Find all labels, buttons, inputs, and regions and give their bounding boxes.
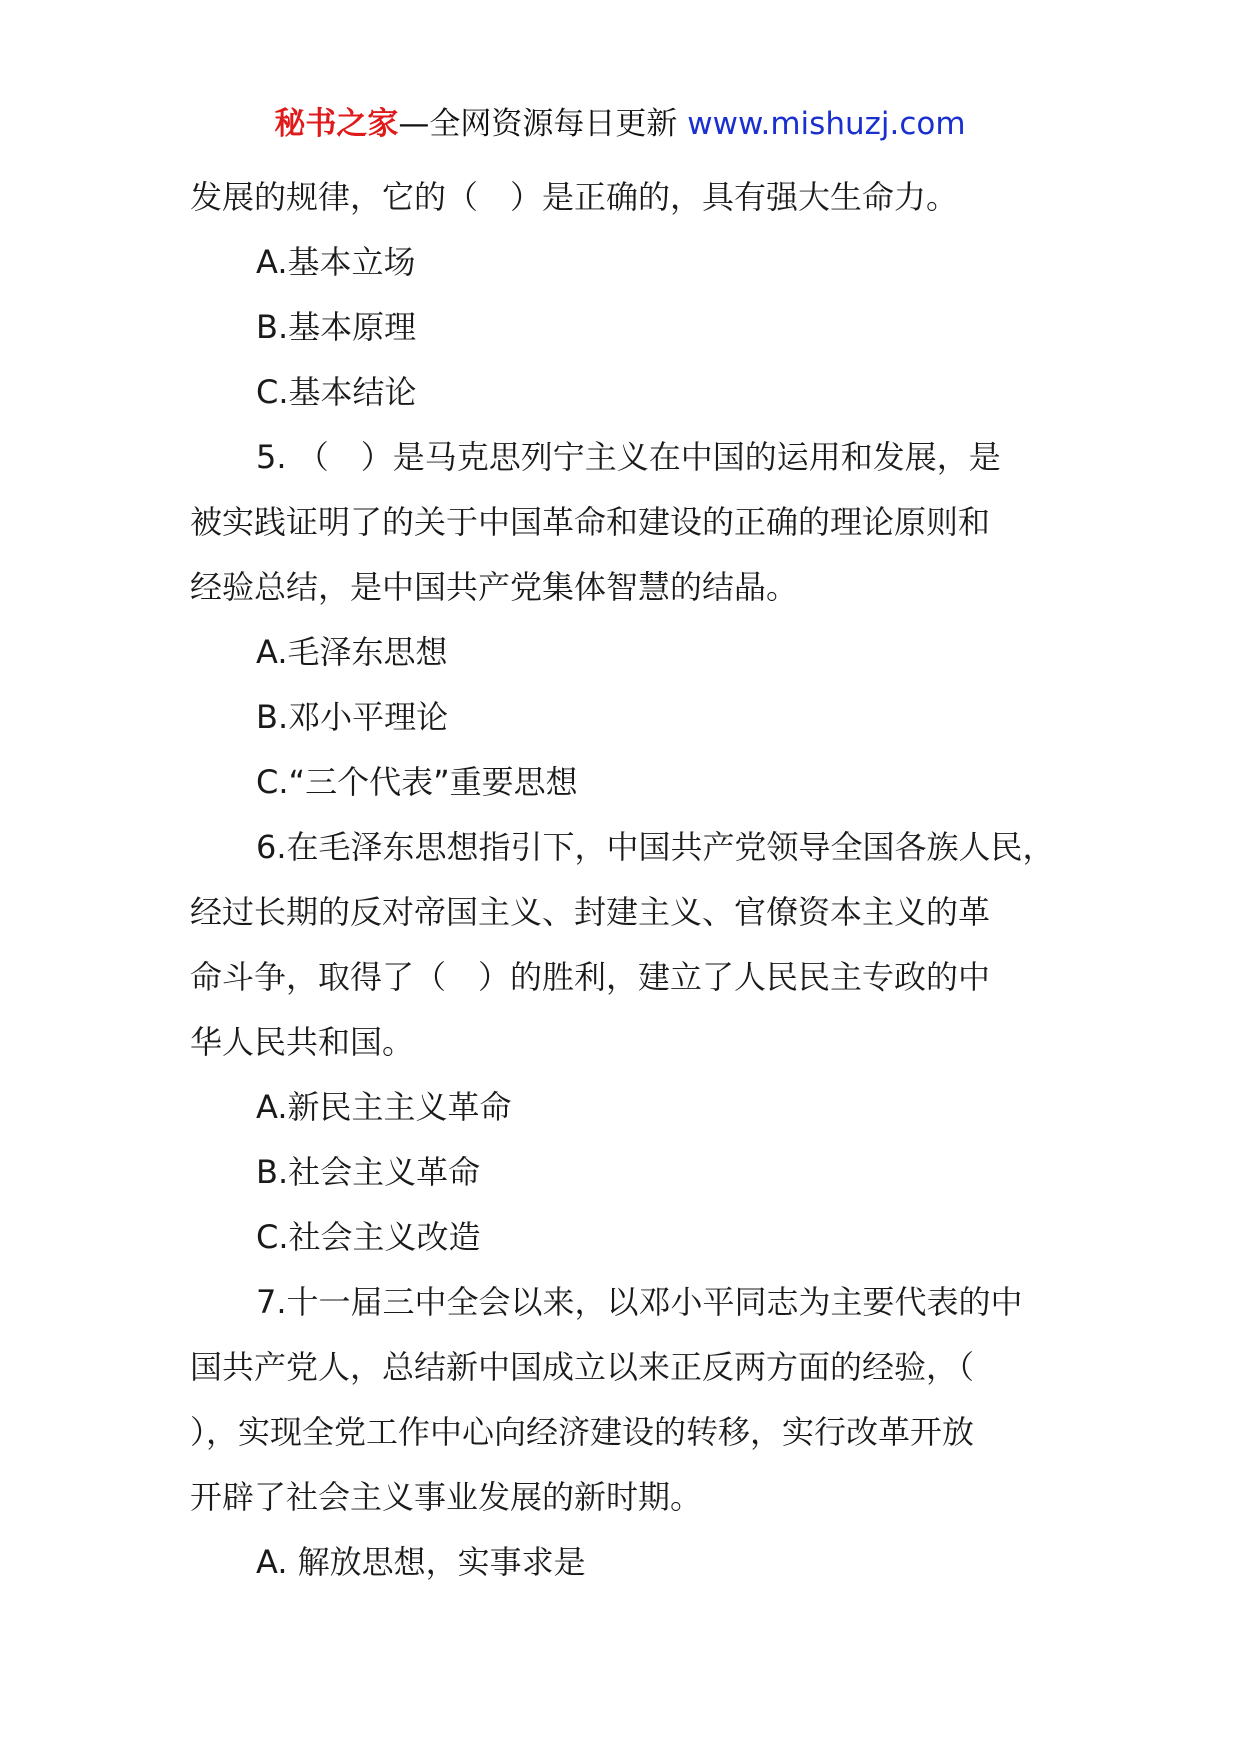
option-c: C.社会主义改造: [256, 1218, 481, 1256]
question-6-line: 命斗争，取得了（ ）的胜利，建立了人民民主专政的中: [190, 958, 991, 996]
question-6-line: 6.在毛泽东思想指引下，中国共产党领导全国各族人民，: [256, 828, 1055, 866]
question-5-line: 经验总结，是中国共产党集体智慧的结晶。: [190, 568, 799, 606]
site-url-link[interactable]: www.mishuzj.com: [687, 106, 966, 142]
question-6-line: 经过长期的反对帝国主义、封建主义、官僚资本主义的革: [190, 893, 991, 931]
page-header: [0, 100, 1240, 148]
question-7-line: 开辟了社会主义事业发展的新时期。: [190, 1478, 703, 1516]
question-continuation-line: 发展的规律，它的（ ）是正确的，具有强大生命力。: [190, 178, 959, 216]
question-5-line: 5. （ ）是马克思列宁主义在中国的运用和发展，是: [256, 438, 1001, 476]
option-b: B.社会主义革命: [256, 1153, 481, 1191]
option-c: C.“三个代表”重要思想: [256, 763, 578, 801]
option-b: B.基本原理: [256, 308, 417, 346]
question-7-line: ），实现全党工作中心向经济建设的转移，实行改革开放: [190, 1413, 975, 1451]
brand-name: 秘书之家: [274, 106, 399, 142]
option-b: B.邓小平理论: [256, 698, 449, 736]
document-body: [190, 165, 1062, 1595]
question-7-line: 7.十一届三中全会以来，以邓小平同志为主要代表的中: [256, 1283, 1023, 1321]
question-6-line: 华人民共和国。: [190, 1023, 415, 1061]
option-a: A.新民主主义革命: [256, 1088, 512, 1126]
question-7-line: 国共产党人，总结新中国成立以来正反两方面的经验，（: [190, 1348, 975, 1386]
header-tagline: —全网资源每日更新: [398, 106, 678, 142]
question-5-line: 被实践证明了的关于中国革命和建设的正确的理论原则和: [190, 503, 991, 541]
option-a: A.基本立场: [256, 243, 416, 281]
option-a: A.毛泽东思想: [256, 633, 448, 671]
option-c: C.基本结论: [256, 373, 417, 411]
option-a: A. 解放思想，实事求是: [256, 1543, 586, 1581]
